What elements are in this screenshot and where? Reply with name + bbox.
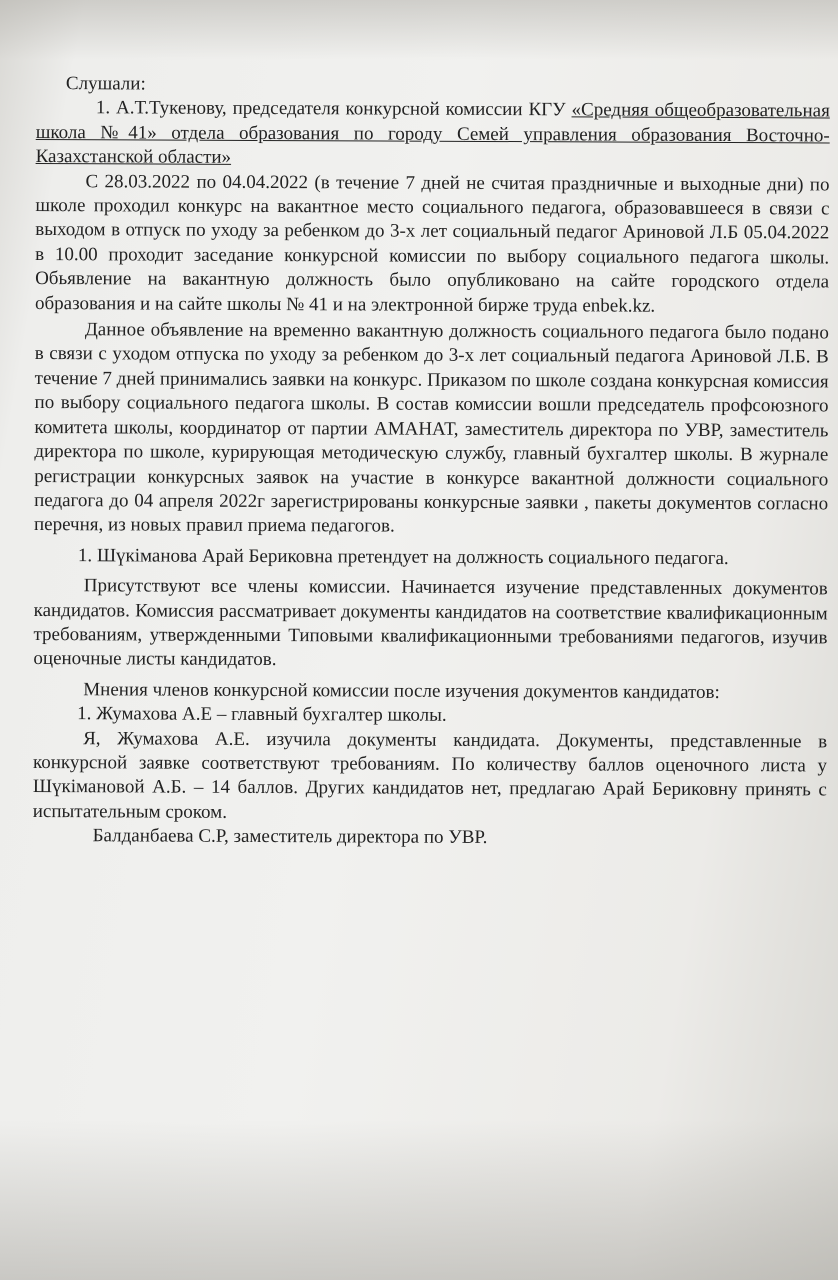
paragraph-present: Присутствуют все члены комиссии. Начинается изучение представленных документов кандидатов. Комиссия рассматривает документы кандидатов на соответствие квалификационным требованиям, утвержденными Типовыми квалификационными требованиями педагогов, изучив оценочные листы кандидатов. [33,575,828,671]
item-1-chairman [36,96,830,173]
paragraph-competition: С 28.03.2022 по 04.04.2022 (в течение 7 дней не считая праздничные и выходные дни) по школе проходил конкурс на вакантное место социального педагога, образовавшееся в связи с выходом в отпуск по уходу за ребенком до 3-х лет социальный педагог Ариновой Л.Б 05.04.2022 в 10.00 проходит заседание конкурсной комиссии по выбору социального педагога школы. Обьявление на вакантную должность было опубликовано на сайте городского отдела образования и на сайте школы № 41 и на электронной бирже труда enbek.kz. [34,170,830,317]
paragraph-announcement: Данное объявление на временно вакантную должность социального педагога было подано в связи с уходом отпуска по уходу за ребенком до 3-х лет социальный педагога Ариновой Л.Б. В течение 7 дней принимались заявки на конкурс. Приказом по школе создана конкурсная комиссия по выбору социального педагога школы. В состав комиссии вошли председатель профсоюзного комитета школы, координатор от партии АМАНАТ, заместитель директора по УВР, заместитель директора по школе, курирующая методическую службу, главный бухгалтер школы. В журнале регистрации конкурсных заявок на участие в конкурсе вакантной должности социального педагога до 04 апреля 2022г зарегистрированы конкурсные заявки , пакеты документов согласно перечня, из новых правил приема педагогов. [33,319,829,537]
top-shadow [0,0,838,60]
candidate-item: 1. Шүкіманова Арай Бериковна претендует на должность социального педагога. [77,544,729,569]
paragraph-opinions: Мнения членов конкурсной комиссии после изучения документов кандидатов: [83,678,720,703]
item-1-prefix: 1. А.Т.Тукенову, председателя конкурсной комиссии КГУ [95,97,572,121]
item-1-organization: «Средняя общеобразовательная школа №41» отдела образования по городу Семей управления образования Восточно-Казахстанской области» [35,99,830,169]
signature-line: Балданбаева С.Р, заместитель директора по УВР. [92,825,488,849]
heard-label: Слушали: [65,73,146,95]
paragraph-opinion-text: Я, Жумахова А.Е. изучила документы кандидата. Документы, представленные в конкурсной заявке соответствуют требованиям. По количеству баллов оценочного листа у Шүкімановой А.Б. – 14 баллов. Других кандидатов нет, предлагаю Арай Бериковну принять с испытательным сроком. [32,727,828,823]
bottom-shadow [0,1120,838,1280]
opinion-item: 1. Жумахова А.Е – главный бухгалтер школы. [77,703,447,726]
document-body [33,72,830,852]
